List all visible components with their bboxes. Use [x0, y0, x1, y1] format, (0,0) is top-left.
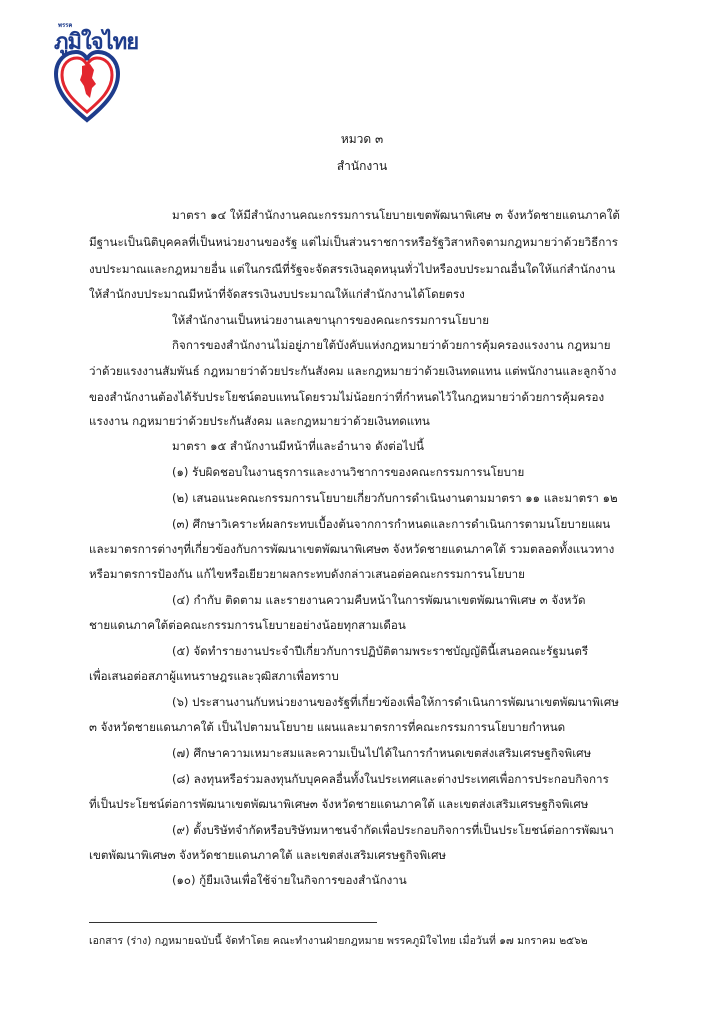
- text-line: มาตรา ๑๔ ให้มีสำนักงานคณะกรรมการนโยบายเขตพัฒนาพิเศษ ๓ จังหวัดชายแดนภาคใต้: [172, 208, 620, 222]
- text-line: (๔) กำกับ ติดตาม และรายงานความคืบหน้าในการพัฒนาเขตพัฒนาพิเศษ ๓ จังหวัด: [172, 593, 586, 607]
- text-line: และมาตรการต่างๆที่เกี่ยวข้องกับการพัฒนาเขตพัฒนาพิเศษ๓ จังหวัดชายแดนภาคใต้ รวมตลอดทั้งแนวทาง: [89, 542, 615, 556]
- text-line: (๓) ศึกษาวิเคราะห์ผลกระทบเบื้องต้นจากการกำหนดและการดำเนินการตามนโยบายแผน: [172, 517, 611, 531]
- text-line: ๓ จังหวัดชายแดนภาคใต้ เป็นไปตามนโยบาย แผนและมาตรการที่คณะกรรมการนโยบายกำหนด: [89, 720, 566, 734]
- party-logo: [52, 18, 139, 126]
- footnote: เอกสาร (ร่าง) กฎหมายฉบับนี้ จัดทำโดย คณะทำงานฝ่ายกฎหมาย พรรคภูมิใจไทย เมื่อวันที่ ๑๗ มกราคม ๒๕๖๒: [89, 935, 588, 947]
- text-line: ว่าด้วยแรงงานสัมพันธ์ กฎหมายว่าด้วยประกันสังคม และกฎหมายว่าด้วยเงินทดแทน แต่พนักงานและลูกจ้าง: [89, 364, 617, 378]
- text-line: (๒) เสนอแนะคณะกรรมการนโยบายเกี่ยวกับการดำเนินงานตามมาตรา ๑๑ และมาตรา ๑๒: [172, 491, 618, 505]
- text-line: ของสำนักงานต้องได้รับประโยชน์ตอบแทนโดยรวมไม่น้อยกว่าที่กำหนดไว้ในกฎหมายว่าด้วยการคุ้มครอง: [89, 390, 605, 404]
- chapter-subtitle: สำนักงาน: [336, 159, 388, 173]
- text-line: แรงงาน กฎหมายว่าด้วยประกันสังคม และกฎหมายว่าด้วยเงินทดแทน: [89, 414, 430, 428]
- text-line: กิจการของสำนักงานไม่อยู่ภายใต้บังคับแห่งกฎหมายว่าด้วยการคุ้มครองแรงงาน กฎหมาย: [172, 338, 611, 352]
- text-line: เพื่อเสนอต่อสภาผู้แทนราษฎรและวุฒิสภาเพื่อทราบ: [89, 669, 339, 683]
- text-line: (๑๐) กู้ยืมเงินเพื่อใช้จ่ายในกิจการของสำนักงาน: [172, 873, 407, 887]
- text-line: (๕) จัดทำรายงานประจำปีเกี่ยวกับการปฏิบัติตามพระราชบัญญัตินี้เสนอคณะรัฐมนตรี: [172, 644, 589, 658]
- logo-small-text: พรรค: [58, 22, 73, 29]
- text-line: มาตรา ๑๕ สำนักงานมีหน้าที่และอำนาจ ดังต่อไปนี้: [172, 439, 424, 453]
- text-line: ให้สำนักงานเป็นหน่วยงานเลขานุการของคณะกรรมการนโยบาย: [172, 313, 490, 327]
- text-line: มีฐานะเป็นนิติบุคคลที่เป็นหน่วยงานของรัฐ แต่ไม่เป็นส่วนราชการหรือรัฐวิสาหกิจตามกฎหมายว่าด้วยวิธีการ: [89, 235, 618, 249]
- text-line: (๗) ศึกษาความเหมาะสมและความเป็นไปได้ในการกำหนดเขตส่งเสริมเศรษฐกิจพิเศษ: [172, 746, 592, 760]
- logo-text: ภูมิใจไทย: [54, 30, 139, 55]
- text-line: งบประมาณและกฎหมายอื่น แต่ในกรณีที่รัฐจะจัดสรรเงินอุดหนุนทั่วไปหรืองบประมาณอื่นใดให้แก่สำนักงาน: [89, 262, 616, 276]
- chapter-title: หมวด ๓: [340, 132, 384, 146]
- text-line: ให้สำนักงบประมาณมีหน้าที่จัดสรรเงินงบประมาณให้แก่สำนักงานได้โดยตรง: [89, 287, 465, 301]
- text-line: (๙) ตั้งบริษัทจำกัดหรือบริษัทมหาชนจำกัดเพื่อประกอบกิจการที่เป็นประโยชน์ต่อการพัฒนา: [172, 823, 614, 837]
- footnote-divider: [89, 922, 377, 923]
- heart-map-icon: [52, 48, 122, 124]
- text-line: หรือมาตรการป้องกัน แก้ไขหรือเยียวยาผลกระทบดังกล่าวเสนอต่อคณะกรรมการนโยบาย: [89, 567, 525, 581]
- text-line: เขตพัฒนาพิเศษ๓ จังหวัดชายแดนภาคใต้ และเขตส่งเสริมเศรษฐกิจพิเศษ: [89, 848, 447, 862]
- text-line: (๘) ลงทุนหรือร่วมลงทุนกับบุคคลอื่นทั้งในประเทศและต่างประเทศเพื่อการประกอบกิจการ: [172, 772, 609, 786]
- text-line: ที่เป็นประโยชน์ต่อการพัฒนาเขตพัฒนาพิเศษ๓ จังหวัดชายแดนภาคใต้ และเขตส่งเสริมเศรษฐกิจพิเศษ: [89, 797, 589, 811]
- text-line: ชายแดนภาคใต้ต่อคณะกรรมการนโยบายอย่างน้อยทุกสามเดือน: [89, 618, 406, 632]
- text-line: (๖) ประสานงานกับหน่วยงานของรัฐที่เกี่ยวข้องเพื่อให้การดำเนินการพัฒนาเขตพัฒนาพิเศษ: [172, 695, 619, 709]
- text-line: (๑) รับผิดชอบในงานธุรการและงานวิชาการของคณะกรรมการนโยบาย: [172, 465, 525, 479]
